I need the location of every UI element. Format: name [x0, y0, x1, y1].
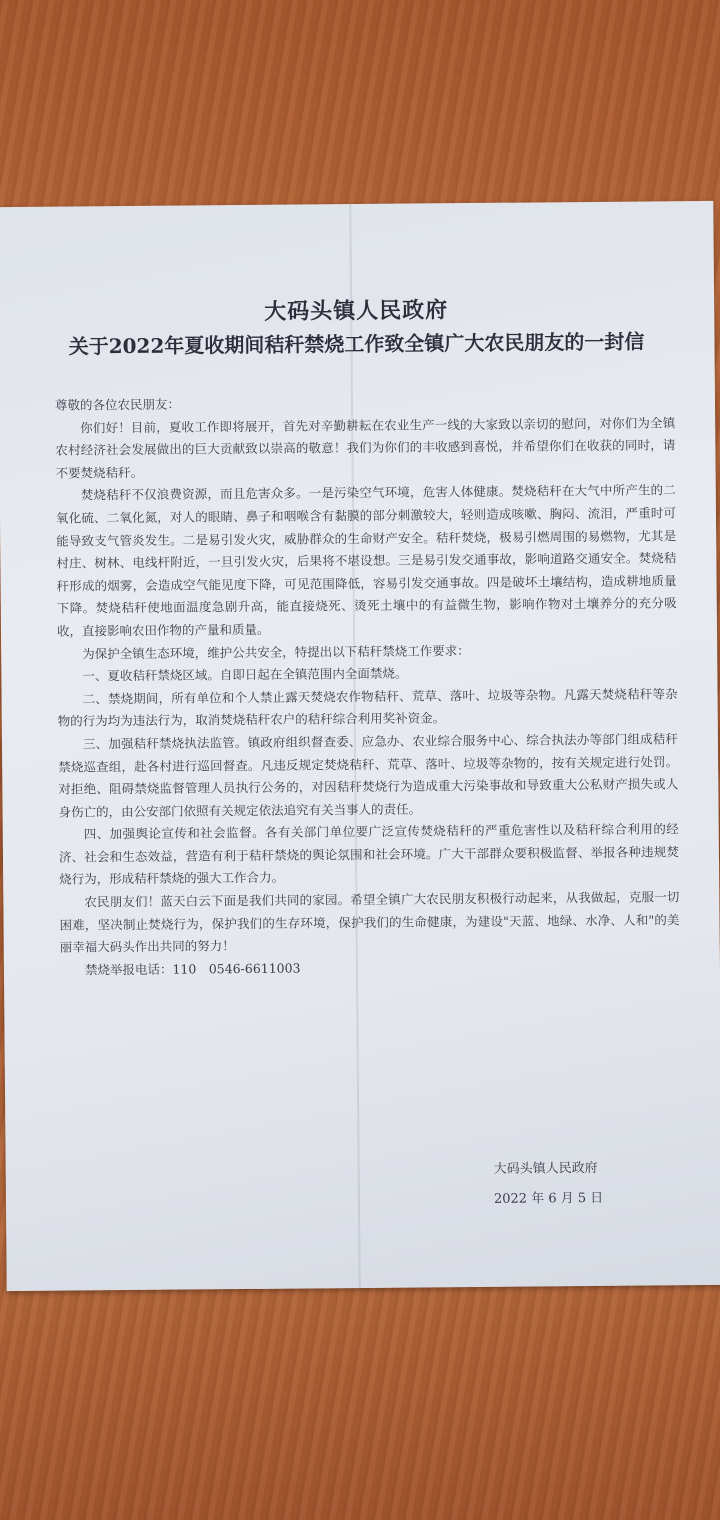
letter-salutation: 尊敬的各位农民朋友： — [54, 396, 181, 413]
letter-sheet — [0, 201, 720, 1291]
signature-org: 大码头镇人民政府 — [493, 1160, 598, 1177]
paragraph-greeting: 你们好！目前，夏收工作即将展开，首先对辛勤耕耘在农业生产一线的大家致以亲切的慰问，对你们为全镇农村经济社会发展做出的巨大贡献致以崇高的敬意！我们为你们的丰收感到喜悦，并希望你们在收获的同时，请不要焚烧秸秆。 — [55, 414, 676, 481]
paragraph-requirement-4: 四、加强舆论宣传和社会监督。各有关部门单位要广泛宣传焚烧秸秆的严重危害性以及秸秆综合利用的经济、社会和生态效益，营造有利于秸秆禁烧的舆论氛围和社会环境。广大干部群众要积极监督、举报各种违规焚烧行为，形成秸秆禁烧的强大工作合力。 — [58, 821, 679, 888]
paragraph-requirements-intro: 为保护全镇生态环境，维护公共安全，特提出以下秸秆禁烧工作要求： — [82, 642, 470, 661]
paragraph-requirement-1: 一、夏收秸秆禁烧区域。自即日起在全镇范围内全面禁烧。 — [82, 665, 408, 684]
report-hotline: 禁烧举报电话：110 0546-6611003 — [84, 960, 301, 978]
paragraph-appeal: 农民朋友们！蓝天白云下面是我们共同的家园。希望全镇广大农民朋友积极行动起来，从我做起，克服一切困难，坚决制止焚烧行为，保护我们的生存环境，保护我们的生命健康，为建设"天蓝、地绿、水净、人和"的美丽幸福大码头作出共同的努力！ — [59, 889, 680, 955]
letter-title-org: 大码头镇人民政府 — [264, 297, 449, 325]
paragraph-requirement-3: 三、加强秸秆禁烧执法监管。镇政府组织督查委、应急办、农业综合服务中心、综合执法办等部门组成秸秆禁烧巡查组，赴各村进行巡回督查。凡违反规定焚烧秸秆、荒草、落叶、垃圾等杂物的，按有关规定进行处罚。对拒绝、阻碍禁烧监督管理人员执行公务的，对因秸秆焚烧行为造成重大污染事故和导致重大公私财产损失或人身伤亡的，由公安部门依照有关规定依法追究有关当事人的责任。 — [58, 731, 679, 820]
paragraph-requirement-2: 二、禁烧期间，所有单位和个人禁止露天焚烧农作物秸秆、荒草、落叶、垃圾等杂物。凡露天焚烧秸秆等杂物的行为均为违法行为，取消焚烧秸秆农户的秸秆综合利用奖补资金。 — [57, 685, 678, 729]
letter-signature — [494, 1154, 604, 1215]
letter-body — [55, 389, 680, 982]
paragraph-hazards: 焚烧秸秆不仅浪费资源，而且危害众多。一是污染空气环境，危害人体健康。焚烧秸秆在大气中所产生的二氧化硫、二氧化氮，对人的眼睛、鼻子和咽喉含有黏膜的部分刺激较大，轻则造成咳嗽、胸闷、流泪，严重时可能导致支气管炎发生。二是易引发火灾，威胁群众的生命财产安全。秸秆焚烧，极易引燃周围的易燃物，尤其是村庄、树林、电线杆附近，一旦引发火灾，后果将不堪设想。三是易引发交通事故，影响道路交通安全。焚烧秸秆形成的烟雾，会造成空气能见度下降，可见范围降低，容易引发交通事故。四是破坏土壤结构，造成耕地质量下降。焚烧秸秆使地面温度急剧升高，能直接烧死、烫死土壤中的有益微生物，影响作物对土壤养分的充分吸收，直接影响农田作物的产量和质量。 — [55, 482, 677, 639]
signature-date: 2022 年 6 月 5 日 — [493, 1190, 604, 1207]
letter-title-main: 关于2022年夏收期间秸秆禁烧工作致全镇广大农民朋友的一封信 — [68, 329, 645, 359]
